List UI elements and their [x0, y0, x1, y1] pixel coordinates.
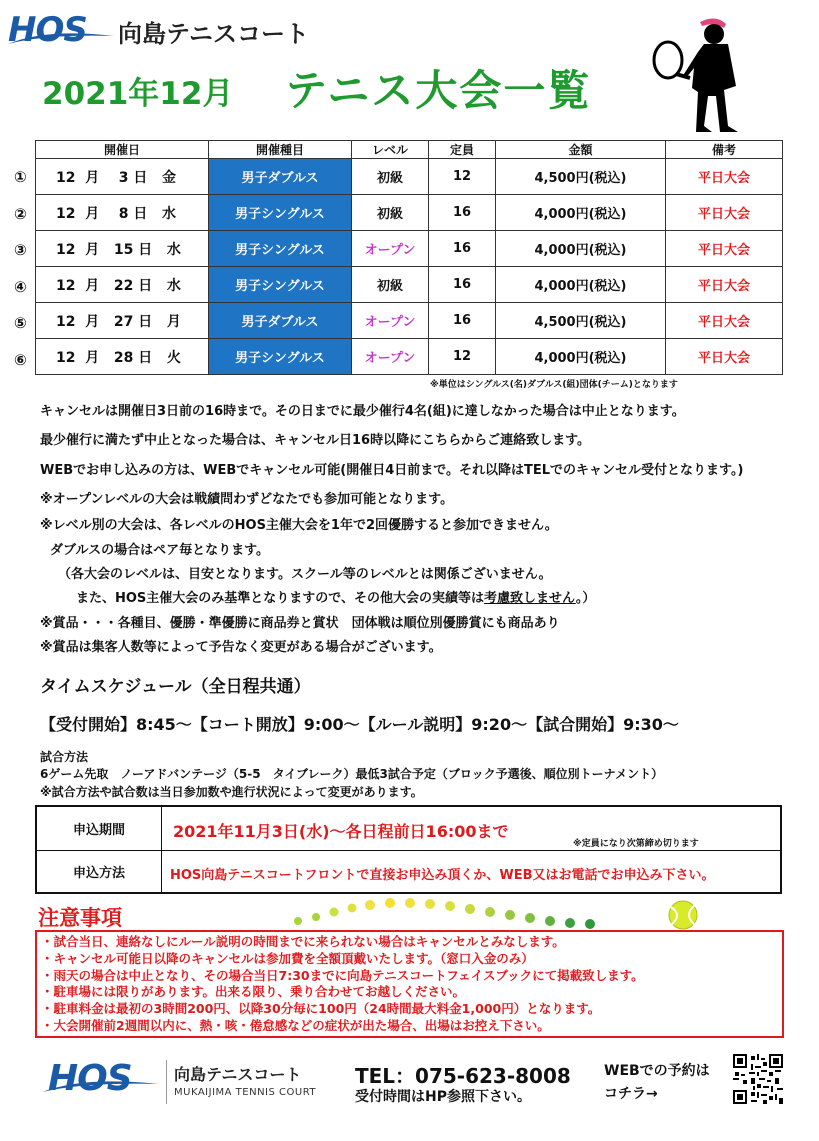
column-header: 定員	[429, 141, 496, 159]
date-cell: 12 月 22 日 水	[36, 267, 209, 303]
footer-hos-logo: HOS	[48, 1058, 132, 1099]
price-cell: 4,000円(税込)	[496, 339, 666, 375]
table-row	[36, 303, 783, 339]
caution-item: ・キャンセル可能日以降のキャンセルは参加費を全額頂戴いたします。（窓口入金のみ）	[41, 950, 534, 966]
table-row	[36, 159, 783, 195]
caution-box	[35, 930, 784, 1038]
price-cell: 4,500円(税込)	[496, 303, 666, 339]
table-row	[36, 195, 783, 231]
caution-title: 注意事項	[38, 906, 122, 930]
table-header-row	[36, 141, 783, 159]
table-row	[36, 267, 783, 303]
level-cell: オープン	[352, 303, 429, 339]
footer-divider	[166, 1060, 167, 1104]
row-number: ③	[14, 241, 27, 259]
rule-hos-standard-text: また、HOS主催大会のみ基準となりますので、その他大会の実績等は	[76, 591, 485, 606]
page-title: テニス大会一覧	[285, 66, 592, 115]
level-cell: 初級	[352, 267, 429, 303]
column-header: レベル	[352, 141, 429, 159]
rule-prizes: ※賞品・・・各種目、優勝・準優勝に商品券と賞状 団体戦は順位別優勝賞にも商品あり	[40, 616, 560, 631]
remarks-cell: 平日大会	[666, 303, 783, 339]
method-value: HOS向島テニスコートフロントで直接お申込み頂くか、WEB又はお電話でお申込み下さい。	[170, 868, 715, 883]
row-number: ⑥	[14, 350, 27, 369]
caution-item: ・大会開催前2週間以内に、熱・咳・倦怠感などの症状が出た場合、出場はお控え下さい。	[41, 1017, 550, 1033]
remarks-cell: 平日大会	[666, 339, 783, 375]
application-method-row	[37, 851, 780, 892]
column-header: 備考	[666, 141, 783, 159]
brand-name: 向島テニスコート	[118, 20, 310, 48]
tennis-player-icon	[628, 8, 753, 136]
period-value: 2021年11月3日(水)～各日程前日16:00まで	[173, 822, 509, 841]
capacity-cell: 16	[429, 303, 496, 339]
remarks-cell: 平日大会	[666, 195, 783, 231]
row-number: ⑤	[14, 314, 27, 332]
footer-brand-en: MUKAIJIMA TENNIS COURT	[174, 1087, 317, 1098]
period-note: ※定員になり次第締め切ります	[573, 839, 699, 849]
row-number: ④	[14, 277, 27, 296]
rule-hos-standard	[76, 587, 595, 606]
reception-hours: 受付時間はHP参照下さい。	[355, 1089, 531, 1105]
footer-logo-swoosh-icon	[40, 1078, 160, 1098]
column-header: 開催種目	[209, 141, 352, 159]
tennis-balls-icon	[290, 893, 710, 935]
row-number: ②	[14, 204, 27, 223]
method-label: 申込方法	[37, 851, 162, 892]
tournament-table	[35, 140, 783, 375]
rule-close-paren: 。）	[575, 591, 596, 606]
logo-swoosh-icon	[6, 30, 116, 50]
date-cell: 12 月 27 日 月	[36, 303, 209, 339]
month-heading: 2021年12月	[42, 76, 234, 112]
period-label: 申込期間	[37, 807, 162, 850]
rule-web-cancel: WEBでお申し込みの方は、WEBでキャンセル可能(開催日4日前まで。それ以降はTELでのキャンセル受付となります。)	[40, 463, 744, 478]
match-method-label: 試合方法	[40, 750, 89, 764]
remarks-cell: 平日大会	[666, 159, 783, 195]
qr-code-icon[interactable]	[733, 1054, 783, 1104]
caution-item: ・雨天の場合は中止となり、その場合当日7:30までに向島テニスコートフェイスブックにて掲載致します。	[41, 967, 644, 983]
price-cell: 4,000円(税込)	[496, 195, 666, 231]
event-type-cell: 男子ダブルス	[209, 303, 352, 339]
capacity-cell: 16	[429, 195, 496, 231]
date-cell: 12 月 8 日 水	[36, 195, 209, 231]
event-type-cell: 男子シングルス	[209, 267, 352, 303]
date-cell: 12 月 15 日 水	[36, 231, 209, 267]
rule-prize-change: ※賞品は集客人数等によって予告なく変更がある場合がございます。	[40, 640, 442, 655]
remarks-cell: 平日大会	[666, 267, 783, 303]
caution-item: ・駐車場には限りがあります。出来る限り、乗り合わせてお越しください。	[41, 984, 466, 1000]
level-cell: オープン	[352, 339, 429, 375]
event-type-cell: 男子シングルス	[209, 231, 352, 267]
application-box	[35, 805, 782, 894]
event-type-cell: 男子シングルス	[209, 339, 352, 375]
match-method-desc: 6ゲーム先取 ノーアドバンテージ（5-5 タイブレーク）最低3試合予定（ブロック予選後、順位別トーナメント）	[40, 767, 664, 781]
price-cell: 4,000円(税込)	[496, 267, 666, 303]
rule-level-guide: （各大会のレベルは、目安となります。スクール等のレベルとは関係ございません。	[58, 567, 552, 582]
web-reservation-label: WEBでの予約は	[604, 1063, 710, 1079]
table-row	[36, 231, 783, 267]
remarks-cell: 平日大会	[666, 231, 783, 267]
caution-item: ・試合当日、連絡なしにルール説明の時間までに来られない場合はキャンセルとみなします。	[41, 934, 565, 949]
rule-doubles-pair: ダブルスの場合はペア毎となります。	[50, 543, 270, 558]
date-cell: 12 月 28 日 火	[36, 339, 209, 375]
level-cell: 初級	[352, 159, 429, 195]
column-header: 金額	[496, 141, 666, 159]
time-schedule-line: 【受付開始】8:45～【コート開放】9:00～【ルール説明】9:20～【試合開始】9:30～	[40, 715, 679, 734]
level-cell: 初級	[352, 195, 429, 231]
rule-level-restriction: ※レベル別の大会は、各レベルのHOS主催大会を1年で2回優勝すると参加できません。	[40, 518, 558, 533]
date-cell: 12 月 3 日 金	[36, 159, 209, 195]
footer-brand: 向島テニスコート	[174, 1065, 302, 1084]
rule-underlined-text: 考慮致しません	[484, 591, 576, 606]
event-type-cell: 男子ダブルス	[209, 159, 352, 195]
hos-logo: HOS	[8, 10, 87, 50]
rule-min-participants: 最少催行に満たず中止となった場合は、キャンセル日16時以降にこちらからご連絡致します。	[40, 433, 591, 448]
application-period-row	[37, 807, 780, 851]
time-schedule-title: タイムスケジュール（全日程共通）	[40, 677, 311, 697]
row-number: ①	[14, 168, 27, 186]
price-cell: 4,500円(税込)	[496, 159, 666, 195]
column-header: 開催日	[36, 141, 209, 159]
rule-cancel: キャンセルは開催日3日前の16時まで。その日までに最少催行4名(組)に達しなかった場合は中止となります。	[40, 404, 685, 419]
price-cell: 4,000円(税込)	[496, 231, 666, 267]
table-row	[36, 339, 783, 375]
match-method-note: ※試合方法や試合数は当日参加数や進行状況によって変更があります。	[40, 785, 423, 799]
web-reservation-link[interactable]: コチラ→	[604, 1086, 658, 1102]
caution-item: ・駐車料金は最初の3時間200円、以降30分毎に100円（24時間最大料金1,000円）となります。	[41, 1001, 601, 1017]
rule-open-level: ※オープンレベルの大会は戦績問わずどなたでも参加可能となります。	[40, 492, 454, 507]
capacity-cell: 12	[429, 339, 496, 375]
capacity-cell: 16	[429, 231, 496, 267]
unit-note: ※単位はシングルス(名)ダブルス(組)団体(チーム)となります	[430, 380, 678, 390]
event-type-cell: 男子シングルス	[209, 195, 352, 231]
phone-number[interactable]: TEL：075-623-8008	[355, 1064, 571, 1088]
capacity-cell: 16	[429, 267, 496, 303]
capacity-cell: 12	[429, 159, 496, 195]
level-cell: オープン	[352, 231, 429, 267]
